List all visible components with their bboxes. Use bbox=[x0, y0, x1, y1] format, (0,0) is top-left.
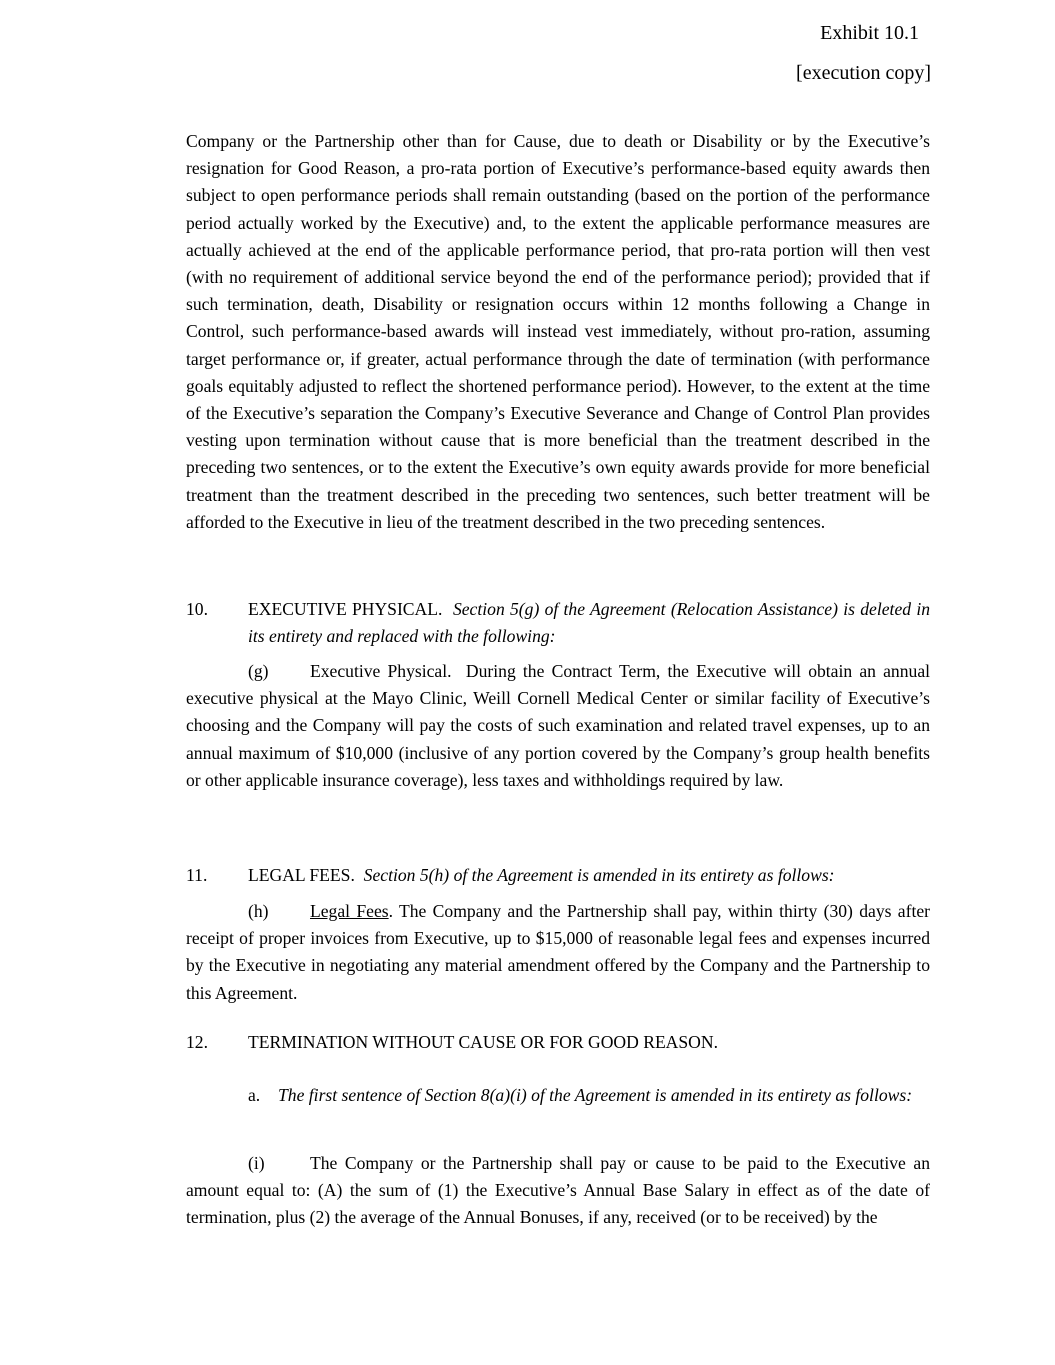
execution-copy-label: [execution copy] bbox=[796, 62, 931, 84]
section-12-heading: TERMINATION WITHOUT CAUSE OR FOR GOOD REASON. bbox=[248, 1032, 718, 1052]
section-11-instruction: Section 5(h) of the Agreement is amended in its entirety as follows: bbox=[363, 865, 835, 885]
section-10-clause bbox=[186, 658, 930, 794]
section-12-clause bbox=[186, 1150, 930, 1232]
section-12-number: 12. bbox=[186, 1032, 208, 1052]
section-10-heading-block bbox=[248, 596, 930, 650]
section-11-heading-block bbox=[248, 862, 930, 889]
section-10 bbox=[186, 596, 930, 650]
section-10-instruction: Section 5(g) of the Agreement (Relocation Assistance) is deleted in its entirety and replaced with the following: bbox=[248, 599, 930, 646]
section-11-number: 11. bbox=[186, 865, 208, 885]
exhibit-label: Exhibit 10.1 bbox=[820, 22, 919, 44]
section-10-clause-text: During the Contract Term, the Executive will obtain an annual executive physical at the Mayo Clinic, Weill Cornell Medical Center or similar facility of Executive’s choosing and the Company will pay the costs of such examination and related travel expenses, up to an annual maximum of $10,000 (inclusive of any portion covered by the Company’s group health benefits or other applicable insurance coverage), less taxes and withholdings required by law. bbox=[186, 661, 931, 790]
continued-paragraph-text: Company or the Partnership other than for Cause, due to death or Disability or by the Executive’s resignation for Good Reason, a pro-rata portion of Executive’s performance-based equity awards then subject to open performance periods shall remain outstanding (based on the portion of the performance period actually worked by the Executive) and, to the extent the applicable performance measures are actually achieved at the end of the applicable performance period, that pro-rata portion will then vest (with no requirement of additional service beyond the end of the performance period); provided that if such termination, death, Disability or resignation occurs within 12 months following a Change in Control, such performance-based awards will instead vest immediately, without pro-ration, assuming target performance or, if greater, actual performance through the date of termination (with performance goals equitably adjusted to reflect the shortened performance period). However, to the extent at the time of the Executive’s separation the Company’s Executive Severance and Change of Control Plan provides vesting upon termination without cause that is more beneficial than the treatment described in the preceding two sentences, or to the extent the Executive’s own equity awards provide for more beneficial treatment than the treatment described in the preceding two sentences, such better treatment will be afforded to the Executive in lieu of the treatment described in the two preceding sentences. bbox=[186, 131, 930, 532]
continued-paragraph bbox=[186, 128, 930, 536]
section-12 bbox=[186, 1029, 930, 1056]
section-12-sub-text: The first sentence of Section 8(a)(i) of the Agreement is amended in its entirety as follows: bbox=[278, 1085, 913, 1105]
section-11-clause-title: Legal Fees bbox=[310, 901, 389, 921]
section-10-heading: EXECUTIVE PHYSICAL. bbox=[248, 599, 443, 619]
section-11-clause-text: . The Company and the Partnership shall pay, within thirty (30) days after receipt of proper invoices from Executive, up to $15,000 of reasonable legal fees and expenses incurred by the Executive in negotiating any material amendment offered by the Company and the Partnership to this Agreement. bbox=[186, 901, 931, 1003]
section-12-clause-text: The Company or the Partnership shall pay or cause to be paid to the Executive an amount equal to: (A) the sum of (1) the Executive’s Annual Base Salary in effect as of the date of termination, plus (2) the average of the Annual Bonuses, if any, received (or to be received) by the bbox=[186, 1153, 930, 1228]
section-10-clause-title: Executive Physical. bbox=[310, 661, 452, 681]
section-12-sub-letter: a. bbox=[248, 1085, 261, 1105]
section-11-clause-label: (h) bbox=[248, 901, 269, 921]
section-10-clause-label: (g) bbox=[248, 661, 269, 681]
section-12-sub-a bbox=[248, 1082, 930, 1109]
section-10-number: 10. bbox=[186, 599, 208, 619]
section-11-heading: LEGAL FEES. bbox=[248, 865, 355, 885]
section-11-clause bbox=[186, 898, 930, 1007]
section-12-clause-label: (i) bbox=[248, 1153, 265, 1173]
section-11 bbox=[186, 862, 930, 889]
